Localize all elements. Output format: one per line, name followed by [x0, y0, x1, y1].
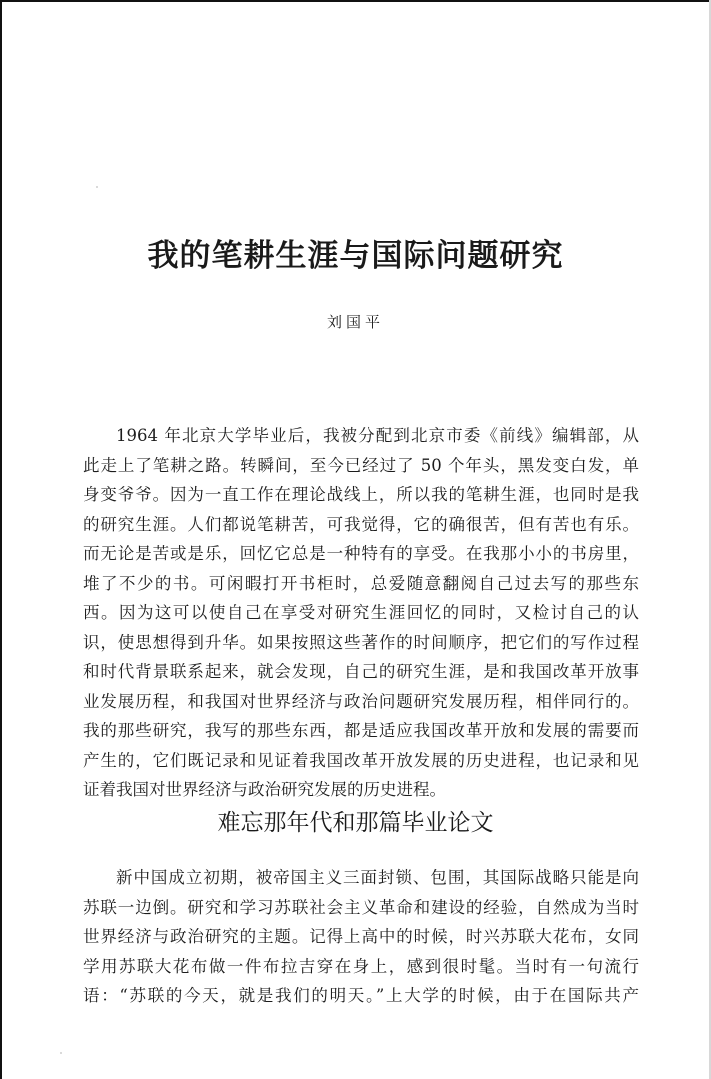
paragraph-line: 世界经济与政治研究的主题。记得上高中的时候，时兴苏联大花布，女同	[83, 927, 639, 946]
paragraph-line: 西。因为这可以使自己在享受对研究生涯回忆的同时，又检讨自己的认	[83, 603, 639, 622]
scan-speck	[60, 1052, 62, 1054]
article-title: 我的笔耕生涯与国际问题研究	[147, 238, 564, 274]
paragraph-line: 苏联一边倒。研究和学习苏联社会主义革命和建设的经验，自然成为当时	[83, 897, 639, 917]
paragraph-line: 的研究生涯。人们都说笔耕苦，可我觉得，它的确很苦，但有苦也有乐。	[83, 514, 639, 534]
paragraph-line: 产生的，它们既记录和见证着我国改革开放发展的历史进程，也记录和见	[83, 750, 639, 770]
paragraph-line: 和时代背景联系起来，就会发现，自己的研究生涯，是和我国改革开放事	[83, 662, 639, 681]
paragraph-line: 识，使思想得到升华。如果按照这些著作的时间顺序，把它们的写作过程	[83, 632, 639, 652]
paragraph-line: 此走上了笔耕之路。转瞬间，至今已经过了 50 个年头，黑发变白发，单	[83, 455, 639, 475]
paragraph-line: 1964 年北京大学毕业后，我被分配到北京市委《前线》编辑部，从	[116, 426, 639, 445]
paragraph-line: 学用苏联大花布做一件布拉吉穿在身上，感到很时髦。当时有一句流行	[83, 956, 639, 976]
section-heading: 难忘那年代和那篇毕业论文	[217, 810, 494, 836]
author-name: 刘国平	[326, 313, 384, 331]
paragraph-line: 我的那些研究，我写的那些东西，都是适应我国改革开放和发展的需要而	[83, 721, 639, 740]
scan-speck	[96, 186, 98, 188]
paragraph-line: 堆了不少的书。可闲暇打开书柜时，总爱随意翻阅自己过去写的那些东	[83, 573, 639, 593]
paragraph-line: 语：“苏联的今天，就是我们的明天。”上大学的时候，由于在国际共产	[83, 986, 639, 1005]
paragraph-line: 业发展历程，和我国对世界经济与政治问题研究发展历程，相伴同行的。	[83, 691, 639, 711]
paragraph-line: 新中国成立初期，被帝国主义三面封锁、包围，其国际战略只能是向	[116, 868, 639, 887]
paragraph-line: 身变爷爷。因为一直工作在理论战线上，所以我的笔耕生涯，也同时是我	[83, 485, 639, 504]
paragraph-line: 证着我国对世界经济与政治研究发展的历史进程。	[83, 780, 446, 799]
intro-paragraph	[83, 421, 639, 805]
paragraph-line: 而无论是苦或是乐，回忆它总是一种特有的享受。在我那小小的书房里，	[83, 544, 639, 563]
section-paragraph	[83, 863, 639, 1011]
